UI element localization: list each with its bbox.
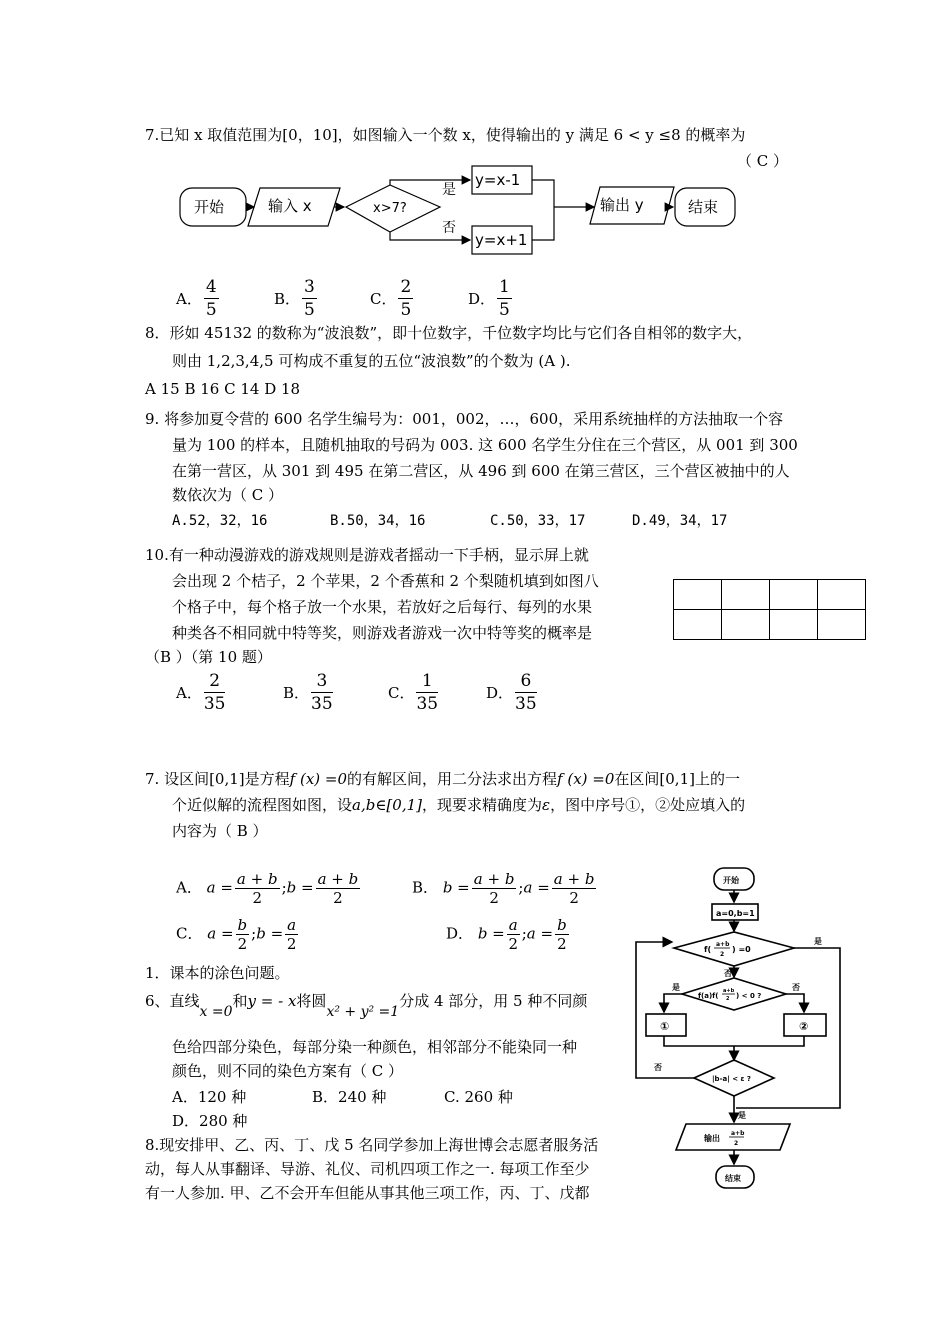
q8b-line2: 动，每人从事翻译、导游、礼仪、司机四项工作之一. 每项工作至少	[145, 1160, 590, 1178]
q7b-eq-eps: ε	[542, 796, 551, 814]
q6-opt-b: B．240 种	[312, 1088, 387, 1106]
q6-line1	[145, 988, 588, 1020]
opt-denominator: 5	[205, 300, 217, 320]
opt-denominator: 35	[515, 694, 537, 714]
q10-opt-b	[283, 670, 335, 715]
opt-den: 2	[333, 889, 343, 907]
opt-label: A．	[176, 684, 202, 702]
q7b-opt-b	[412, 870, 598, 907]
q6-part: 分成 4 部分，用 5 种不同颜	[399, 992, 588, 1010]
opt-den: 2	[286, 935, 297, 953]
q7b-opt-a	[176, 870, 362, 907]
opt-num: a + b	[317, 870, 359, 888]
opt-var: a =	[526, 924, 554, 943]
q7b-line1-part: 在区间[0,1]上的一	[614, 770, 740, 788]
q7b-line1	[145, 768, 740, 790]
opt-denominator: 5	[400, 300, 412, 320]
opt-den: 2	[489, 889, 499, 907]
q6-part: 6、直线	[145, 992, 200, 1010]
opt-var: a =	[207, 924, 234, 943]
opt-label: D．	[468, 290, 496, 308]
q10-opt-d	[486, 670, 539, 715]
bf-output-pre: 输出	[704, 1134, 720, 1143]
opt-denominator: 35	[311, 694, 333, 714]
bf-cond1-pre: f(	[704, 945, 712, 954]
grid-cell	[818, 610, 866, 640]
bf-cond1-post: ) =0	[732, 945, 751, 954]
opt-num: b	[237, 916, 248, 934]
opt-label: D．	[446, 924, 474, 943]
opt-numerator: 1	[416, 670, 438, 693]
opt-label: C．	[370, 290, 397, 308]
opt-den: 2	[557, 935, 567, 953]
flow-cond-label: x>7?	[373, 201, 407, 216]
opt-label: C．	[388, 684, 415, 702]
bf-box2-label: ②	[799, 1020, 809, 1033]
opt-label: C．	[176, 924, 203, 943]
q6-eq-x0: x =0	[199, 1004, 233, 1020]
opt-label: D．	[486, 684, 514, 702]
q10-fruit-grid	[673, 579, 866, 640]
grid-cell	[770, 610, 818, 640]
opt-fraction	[515, 670, 537, 715]
q6-line3: 颜色，则不同的染色方案有（ C ）	[172, 1062, 404, 1080]
q10-line1: 10.有一种动漫游戏的游戏规则是游戏者摇动一下手柄，显示屏上就	[145, 546, 589, 564]
q8a-options: A 15 B 16 C 14 D 18	[145, 380, 301, 398]
bf-cond3-label: |b-a| < ε ?	[712, 1075, 751, 1083]
grid-cell	[674, 610, 722, 640]
opt-num: b	[557, 916, 567, 934]
q7b-line2-part: ，现要求精确度为	[422, 796, 543, 814]
opt-fraction	[204, 670, 226, 715]
opt-fraction	[302, 276, 317, 321]
q9-opt-c: C.50，33，17	[490, 513, 586, 529]
q9-line1: 9. 将参加夏令营的 600 名学生编号为：001，002，…，600，采用系统抽样的方法抽取一个容	[145, 410, 784, 428]
q7b-line2-part: ，图中序号①，②处应填入的	[550, 796, 746, 814]
flow-input-label: 输入 x	[268, 197, 312, 215]
bf-cond2-num: a+b	[723, 988, 735, 994]
q7b-opt-c	[176, 916, 300, 953]
opt-var: a =	[523, 878, 550, 897]
opt-den: 2	[252, 889, 262, 907]
q1-title: 1．课本的涂色问题。	[145, 964, 290, 982]
bf-cond1-num: a+b	[716, 941, 730, 948]
grid-cell	[674, 580, 722, 610]
opt-var: b =	[442, 878, 470, 897]
q7a-opt-d	[468, 276, 514, 321]
grid-cell	[722, 580, 770, 610]
grid-cell	[722, 610, 770, 640]
opt-sep: ;	[251, 924, 257, 943]
opt-denominator: 5	[499, 300, 510, 320]
flow-start-label: 开始	[194, 198, 225, 216]
opt-var: b =	[286, 878, 314, 897]
bf-cond2-den: 2	[726, 996, 730, 1002]
q9-opt-d: D.49，34，17	[632, 513, 728, 529]
q7a-opt-c	[370, 276, 415, 321]
opt-label: A．	[176, 878, 202, 897]
flow-end-label: 结束	[688, 198, 719, 216]
q8b-line3: 有一人参加. 甲、乙不会开车但能从事其他三项工作，丙、丁、戊都	[145, 1184, 590, 1202]
opt-den: 2	[237, 935, 248, 953]
q7b-eq-f2: f (x) =0	[557, 770, 615, 788]
q9-line3: 在第一营区，从 301 到 495 在第二营区，从 496 到 600 在第三营区，三个营区被抽中的人	[172, 462, 790, 480]
opt-label: A．	[176, 290, 202, 308]
q7a-opt-a	[176, 276, 221, 321]
opt-numerator: 6	[515, 670, 537, 693]
opt-numerator: 2	[204, 670, 226, 693]
q6-part: 和	[232, 992, 248, 1010]
opt-num: a	[287, 916, 297, 934]
opt-sep: ;	[518, 878, 524, 897]
bf-output-den: 2	[734, 1140, 739, 1147]
flow-yes-label: 是	[442, 182, 456, 198]
bf-yes-label-1: 是	[814, 937, 822, 946]
bisection-flowchart	[634, 864, 850, 1192]
opt-num: a	[508, 916, 518, 934]
q8b-line1: 8.现安排甲、乙、丙、丁、戊 5 名同学参加上海世博会志愿者服务活	[145, 1136, 599, 1154]
opt-var: a =	[206, 878, 233, 897]
opt-label: B．	[412, 878, 439, 897]
q6-eq-circle: x² + y² =1	[326, 1004, 400, 1020]
opt-num: a + b	[553, 870, 595, 888]
opt-sep: ;	[521, 924, 527, 943]
opt-numerator: 2	[400, 277, 412, 297]
bf-init-label: a=0,b=1	[716, 909, 755, 918]
q9-opt-b: B.50，34，16	[330, 513, 426, 529]
flow-branch-no: y=x+1	[475, 231, 528, 249]
opt-fraction	[497, 276, 512, 321]
flow-output-label: 输出 y	[600, 196, 644, 214]
q7b-opt-d	[446, 916, 571, 953]
opt-fraction	[398, 276, 413, 321]
opt-fraction	[204, 276, 219, 321]
q10-line5: （B ）（第 10 题）	[145, 648, 272, 666]
opt-var: b =	[477, 924, 505, 943]
flow-branch-yes: y=x-1	[475, 171, 521, 189]
bf-yes-label-2: 是	[672, 983, 680, 992]
q10-opt-c	[388, 670, 440, 715]
opt-den: 2	[508, 935, 519, 953]
opt-fraction	[311, 670, 333, 715]
q7b-line2	[172, 794, 745, 816]
opt-den: 2	[569, 889, 579, 907]
q7b-eq-ab: a,b∈[0,1]	[352, 796, 422, 814]
opt-denominator: 35	[203, 694, 226, 714]
bf-no-label-3: 否	[654, 1063, 662, 1072]
q9-line4: 数依次为（ C ）	[172, 486, 284, 504]
bf-end-label: 结束	[725, 1174, 741, 1183]
grid-cell	[818, 580, 866, 610]
q6-opt-a: A．120 种	[172, 1088, 247, 1106]
q7a-flowchart	[170, 160, 750, 270]
opt-numerator: 3	[304, 277, 315, 297]
opt-num: a + b	[236, 870, 278, 888]
q10-line2: 会出现 2 个桔子，2 个苹果，2 个香蕉和 2 个梨随机填到如图八	[172, 572, 599, 590]
q6-line2: 色给四部分染色，每部分染一种颜色，相邻部分不能染同一种	[172, 1038, 578, 1056]
q10-line4: 种类各不相同就中特等奖，则游戏者游戏一次中特等奖的概率是	[172, 624, 593, 642]
bf-output-num: a+b	[731, 1130, 745, 1137]
opt-sep: ;	[281, 878, 287, 897]
grid-cell	[770, 580, 818, 610]
bf-box1-label: ①	[660, 1020, 670, 1033]
flow-no-label: 否	[442, 220, 456, 236]
bf-no-label-1: 否	[724, 969, 732, 978]
bf-cond2-post: ) < 0 ?	[736, 992, 762, 1000]
opt-num: a + b	[473, 870, 515, 888]
q7a-answer: （ C ）	[737, 152, 789, 170]
bf-start-label: 开始	[723, 876, 739, 885]
q7a-text: 7.已知 x 取值范围为[0，10]，如图输入一个数 x，使得输出的 y 满足 6 < y ≤8 的概率为	[145, 126, 746, 144]
q8a-line2: 则由 1,2,3,4,5 可构成不重复的五位“波浪数”的个数为 (A ).	[172, 352, 571, 370]
q7b-line2-part: 个近似解的流程图如图，设	[172, 796, 353, 814]
q7b-line1-part: 的有解区间，用二分法求出方程	[347, 770, 558, 788]
q6-eq-y-negx: y = - x	[247, 992, 297, 1010]
q6-opt-c: C. 260 种	[444, 1088, 513, 1106]
q7b-line1-part: 7. 设区间[0,1]是方程	[145, 770, 290, 788]
q6-opt-d: D．280 种	[172, 1112, 248, 1130]
opt-numerator: 4	[205, 277, 217, 297]
q10-opt-a	[176, 670, 227, 715]
opt-numerator: 1	[499, 277, 510, 297]
q10-line3: 个格子中，每个格子放一个水果，若放好之后每行、每列的水果	[172, 598, 593, 616]
q8a-line1: 8．形如 45132 的数称为“波浪数”，即十位数字，千位数字均比与它们各自相邻的数字大，	[145, 324, 753, 342]
q9-opt-a: A.52，32，16	[172, 513, 268, 529]
opt-var: b =	[256, 924, 284, 943]
opt-denominator: 35	[416, 694, 439, 714]
q7a-opt-b	[274, 276, 319, 321]
opt-denominator: 5	[304, 300, 315, 320]
bf-yes-label-3: 是	[738, 1111, 746, 1120]
opt-label: B．	[274, 290, 301, 308]
q6-part: 将圆	[296, 992, 327, 1010]
opt-label: B．	[283, 684, 310, 702]
bf-cond2-pre: f(a)f(	[698, 992, 719, 1000]
opt-fraction	[416, 670, 438, 715]
q7b-line3: 内容为（ B ）	[172, 822, 268, 840]
bf-no-label-2: 否	[792, 983, 800, 992]
q7b-eq-f1: f (x) =0	[289, 770, 348, 788]
bf-cond1-den: 2	[720, 951, 725, 958]
q9-line2: 量为 100 的样本，且随机抽取的号码为 003. 这 600 名学生分住在三个营区，从 001 到 300	[172, 436, 798, 454]
opt-numerator: 3	[311, 670, 333, 693]
